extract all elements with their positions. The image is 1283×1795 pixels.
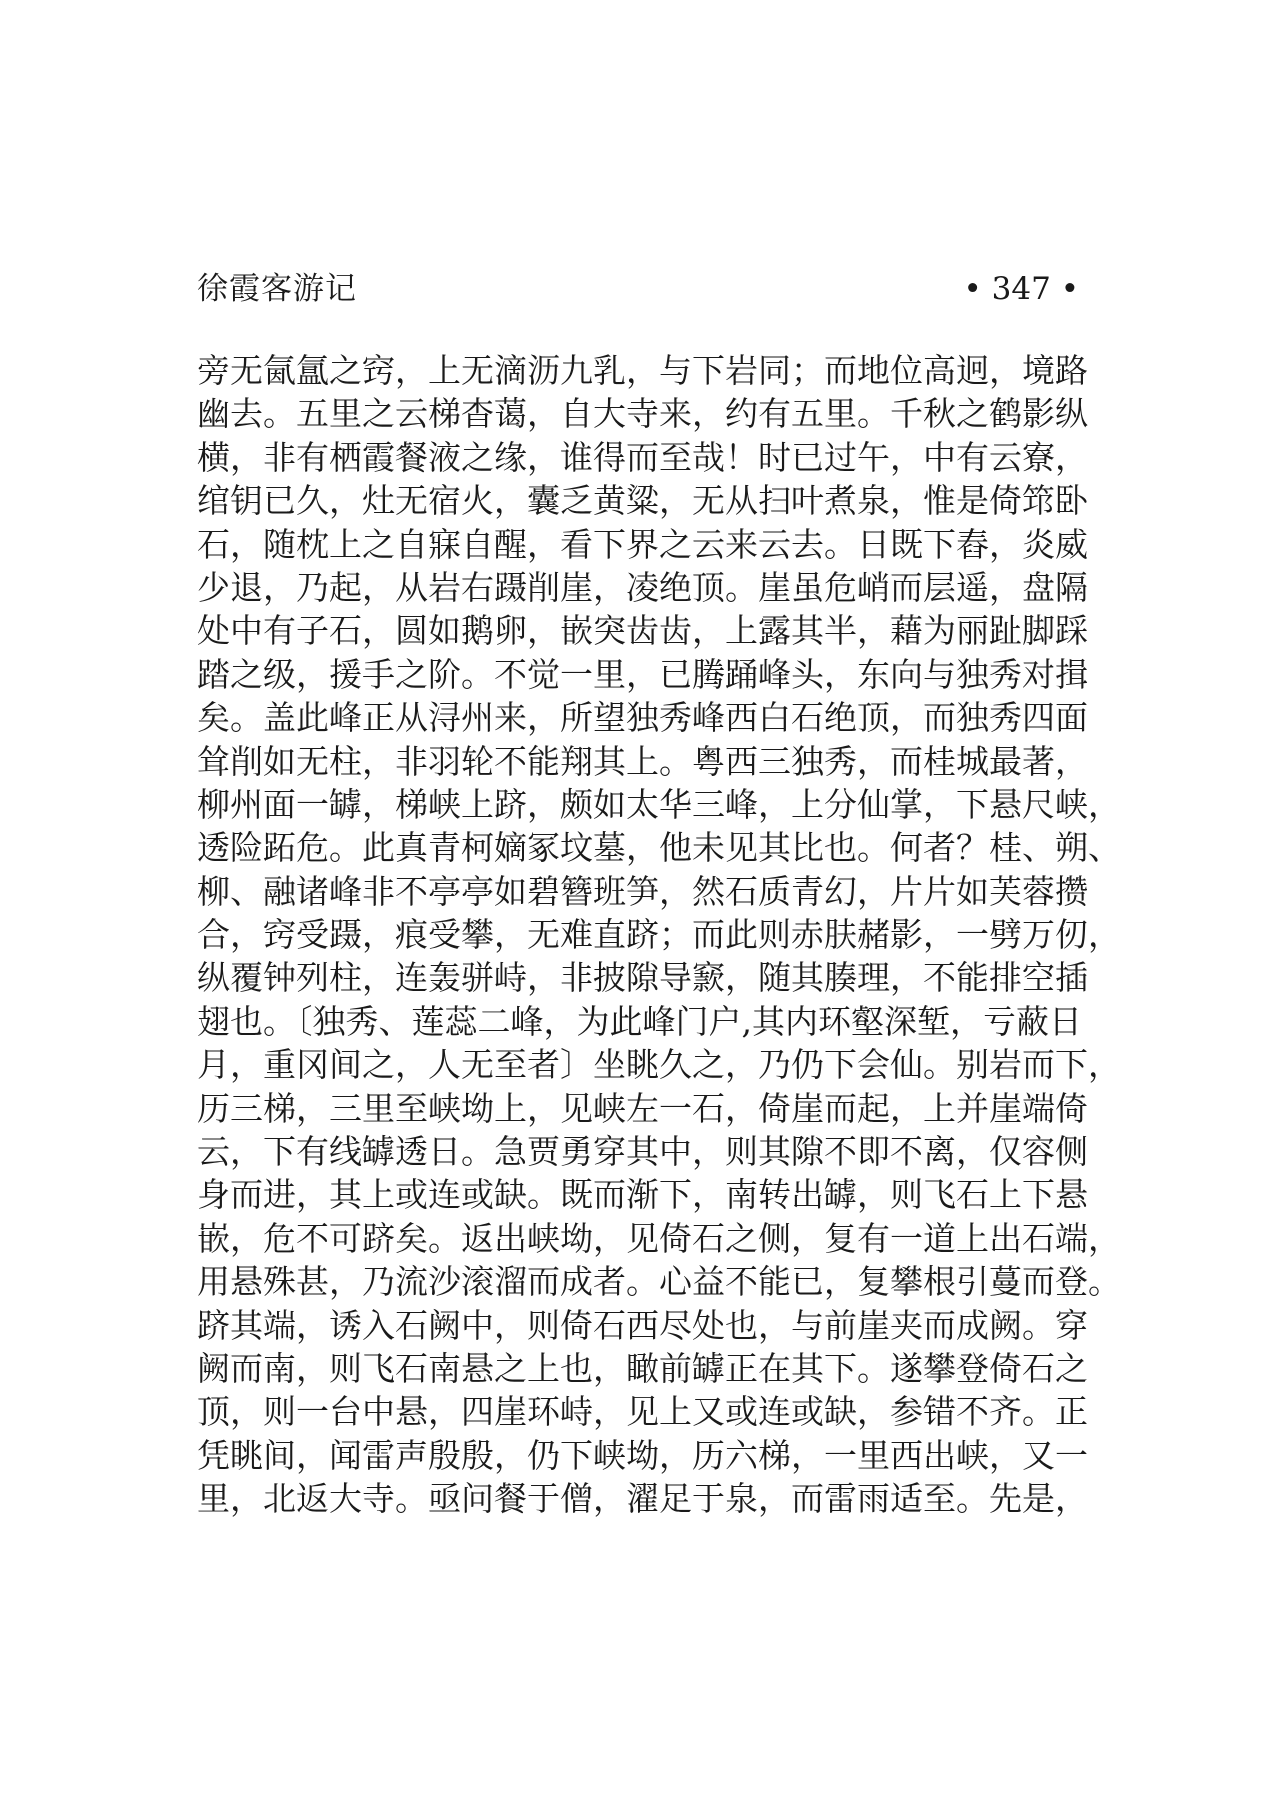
text-line: 月，重冈间之，人无至者〕坐眺久之，乃仍下会仙。别岩而下， bbox=[197, 1045, 1121, 1085]
text-line: 柳、融诸峰非不亭亭如碧簪班笋，然石质青幻，片片如芙蓉攒 bbox=[197, 871, 1088, 911]
text-line: 云，下有线罅透日。急贾勇穿其中，则其隙不即不离，仅容侧 bbox=[197, 1132, 1088, 1172]
text-line: 柳州面一罅，梯峡上跻，颇如太华三峰，上分仙掌，下悬尺峡， bbox=[197, 784, 1121, 824]
text-line: 旁无氤氲之窍，上无滴沥九乳，与下岩同；而地位高迥，境路 bbox=[197, 351, 1088, 390]
running-head-title: 徐霞客游记 bbox=[197, 271, 357, 307]
text-line: 纵覆钟列柱，连轰骈峙，非披隙导窾，随其腠理，不能排空插 bbox=[197, 958, 1088, 998]
text-line: 幽去。五里之云梯杳蔼，自大寺来，约有五里。千秋之鹤影纵 bbox=[197, 394, 1088, 434]
text-line: 合，窍受蹑，痕受攀，无难直跻；而此则赤肤赭影，一劈万仞， bbox=[197, 915, 1121, 955]
text-line: 用悬殊甚，乃流沙滚溜而成者。心益不能已，复攀根引蔓而登。 bbox=[197, 1262, 1121, 1302]
text-line: 矣。盖此峰正从浔州来，所望独秀峰西白石绝顶，而独秀四面 bbox=[197, 698, 1088, 738]
text-line: 翅也。〔独秀、莲蕊二峰，为此峰门户,其内环壑深堑，亏蔽日 bbox=[197, 1001, 1082, 1041]
text-line: 跻其端，诱入石阙中，则倚石西尽处也，与前崖夹而成阙。穿 bbox=[197, 1305, 1088, 1345]
page-number: • 347 • bbox=[963, 271, 1079, 307]
text-line: 踏之级，援手之阶。不觉一里，已腾踊峰头，东向与独秀对揖 bbox=[197, 654, 1088, 694]
text-line: 里，北返大寺。亟问餐于僧，濯足于泉，而雷雨适至。先是， bbox=[197, 1479, 1088, 1519]
text-line: 耸削如无柱，非羽轮不能翔其上。粤西三独秀，而桂城最著， bbox=[197, 741, 1088, 781]
text-line: 嵌，危不可跻矣。返出峡坳，见倚石之侧，复有一道上出石端， bbox=[197, 1218, 1121, 1258]
text-line: 石，随枕上之自寐自醒，看下界之云来云去。日既下舂，炎威 bbox=[197, 524, 1088, 564]
text-line: 凭眺间，闻雷声殷殷，仍下峡坳，历六梯，一里西出峡，又一 bbox=[197, 1435, 1088, 1475]
text-line: 少退，乃起，从岩右蹑削崖，凌绝顶。崖虽危峭而层遥，盘隔 bbox=[197, 567, 1088, 607]
text-line: 绾钥已久，灶无宿火，囊乏黄粱，无从扫叶煮泉，惟是倚筇卧 bbox=[197, 481, 1088, 521]
text-line: 处中有子石，圆如鹅卵，嵌突齿齿，上露其半，藉为丽趾脚踩 bbox=[197, 611, 1088, 651]
page-header bbox=[197, 263, 1079, 315]
text-line: 顶，则一台中悬，四崖环峙，见上又或连或缺，参错不齐。正 bbox=[197, 1392, 1088, 1432]
text-line: 身而进，其上或连或缺。既而渐下，南转出罅，则飞石上下悬 bbox=[197, 1175, 1088, 1215]
text-line: 历三梯，三里至峡坳上，见峡左一石，倚崖而起，上并崖端倚 bbox=[197, 1088, 1088, 1128]
text-line: 横，非有栖霞餐液之缘，谁得而至哉！时已过午，中有云寮， bbox=[197, 437, 1088, 477]
text-line: 阙而南，则飞石南悬之上也，瞰前罅正在其下。遂攀登倚石之 bbox=[197, 1348, 1088, 1388]
body-text bbox=[197, 349, 1121, 1521]
text-line: 透险跖危。此真青柯嫡冢坟墓，他未见其比也。何者？桂、朔、 bbox=[197, 828, 1121, 868]
